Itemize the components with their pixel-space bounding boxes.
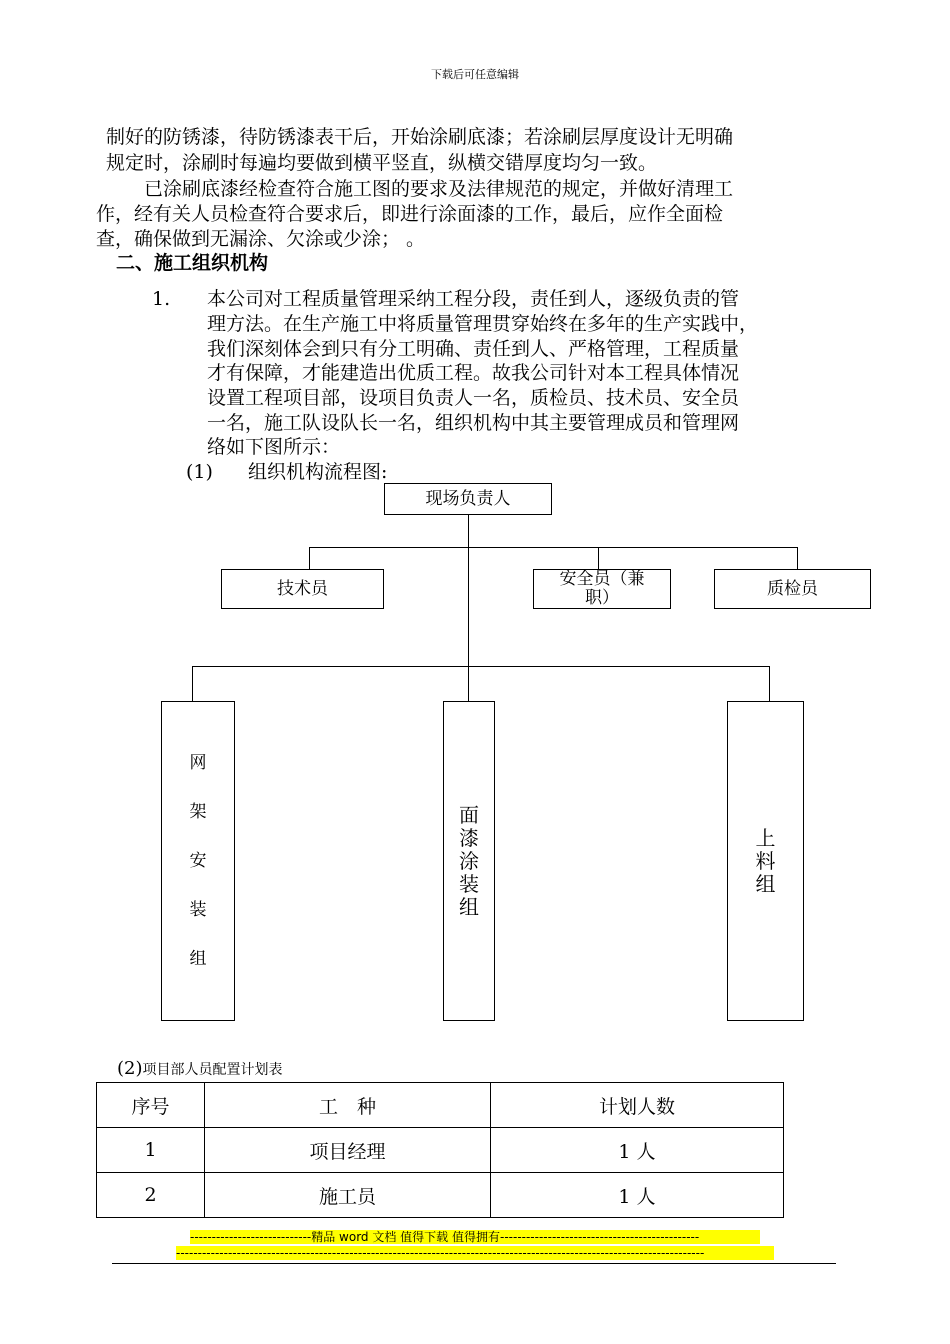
footer-banner-line-1: ----------------------------精品 word 文档 值得下载 值得拥有---------------------------------------------- xyxy=(190,1230,760,1244)
item-1-line-6: 一名，施工队设队长一名，组织机构中其主要管理成员和管理网 xyxy=(207,412,740,434)
footer-rule xyxy=(112,1263,836,1264)
table-header-cell: 计划人数 xyxy=(491,1083,784,1128)
table-header-cell: 工 种 xyxy=(205,1083,491,1128)
connector-safety-drop xyxy=(598,547,599,569)
table-header-row xyxy=(97,1083,784,1128)
material-team-label: 上 料 组 xyxy=(755,825,776,896)
section-heading: 二、施工组织机构 xyxy=(116,252,269,274)
connector-level3-horizontal xyxy=(192,666,770,667)
connector-level2-horizontal xyxy=(309,547,798,548)
connector-tech-drop xyxy=(309,547,310,569)
org-box-paint-team xyxy=(443,701,495,1021)
table-row xyxy=(97,1128,784,1173)
table-cell: 1 人 xyxy=(491,1173,784,1218)
item-1-line-3: 我们深刻体会到只有分工明确、责任到人、严格管理，工程质量 xyxy=(207,338,740,360)
table-cell: 1 xyxy=(97,1128,205,1173)
connector-paint-team-drop xyxy=(468,666,469,701)
org-box-technician: 技术员 xyxy=(221,569,384,609)
footer-banner-line-2: -------------------------------------------------------------------------------------------------------------------------- xyxy=(176,1246,774,1260)
paragraph-2-line-3: 查，确保做到无漏涂、欠涂或少涂； 。 xyxy=(96,228,426,250)
item-1-line-7: 络如下图所示： xyxy=(207,436,341,458)
org-box-quality-inspector: 质检员 xyxy=(714,569,871,609)
table-cell: 项目经理 xyxy=(205,1128,491,1173)
paragraph-2-line-2: 作，经有关人员检查符合要求后，即进行涂面漆的工作，最后，应作全面检 xyxy=(96,203,724,225)
org-box-grid-install-team xyxy=(161,701,235,1021)
item-1-number: 1. xyxy=(152,288,171,310)
connector-material-team-drop xyxy=(769,666,770,701)
org-box-safety-officer: 安全员（兼职） xyxy=(533,569,671,609)
subheading-2 xyxy=(117,1058,283,1079)
connector-main-vertical xyxy=(468,515,469,667)
subheading-2-label: 项目部人员配置计划表 xyxy=(142,1062,283,1078)
table-header-cell: 序号 xyxy=(97,1083,205,1128)
grid-install-team-label: 网 架 安 装 组 xyxy=(189,752,207,969)
page-header: 下载后可任意编辑 xyxy=(431,68,519,81)
paragraph-1-line-1: 制好的防锈漆，待防锈漆表干后，开始涂刷底漆；若涂刷层厚度设计无明确 xyxy=(106,126,734,148)
paragraph-2-line-1: 已涂刷底漆经检查符合施工图的要求及法律规范的规定，并做好清理工 xyxy=(144,178,734,200)
item-1-line-2: 理方法。在生产施工中将质量管理贯穿始终在多年的生产实践中， xyxy=(207,313,759,335)
item-1-line-1: 本公司对工程质量管理采纳工程分段，责任到人，逐级负责的管 xyxy=(207,288,740,310)
org-box-material-team xyxy=(727,701,804,1021)
staffing-plan-table xyxy=(96,1082,784,1218)
org-box-site-manager: 现场负责人 xyxy=(384,483,552,515)
paint-team-label: 面 漆 涂 装 组 xyxy=(459,802,479,919)
table-row xyxy=(97,1173,784,1218)
subheading-2-number: (2) xyxy=(117,1058,143,1079)
table-cell: 施工员 xyxy=(205,1173,491,1218)
item-1-line-4: 才有保障，才能建造出优质工程。故我公司针对本工程具体情况 xyxy=(207,362,740,384)
subheading-1-number: (1) xyxy=(186,461,213,483)
subheading-1-label: 组织机构流程图: xyxy=(248,461,388,483)
connector-grid-team-drop xyxy=(192,666,193,701)
item-1-line-5: 设置工程项目部，设项目负责人一名，质检员、技术员、安全员 xyxy=(207,387,740,409)
table-cell: 2 xyxy=(97,1173,205,1218)
connector-quality-drop xyxy=(797,547,798,569)
paragraph-1-line-2: 规定时，涂刷时每遍均要做到横平竖直，纵横交错厚度均匀一致。 xyxy=(106,152,658,174)
table-cell: 1 人 xyxy=(491,1128,784,1173)
